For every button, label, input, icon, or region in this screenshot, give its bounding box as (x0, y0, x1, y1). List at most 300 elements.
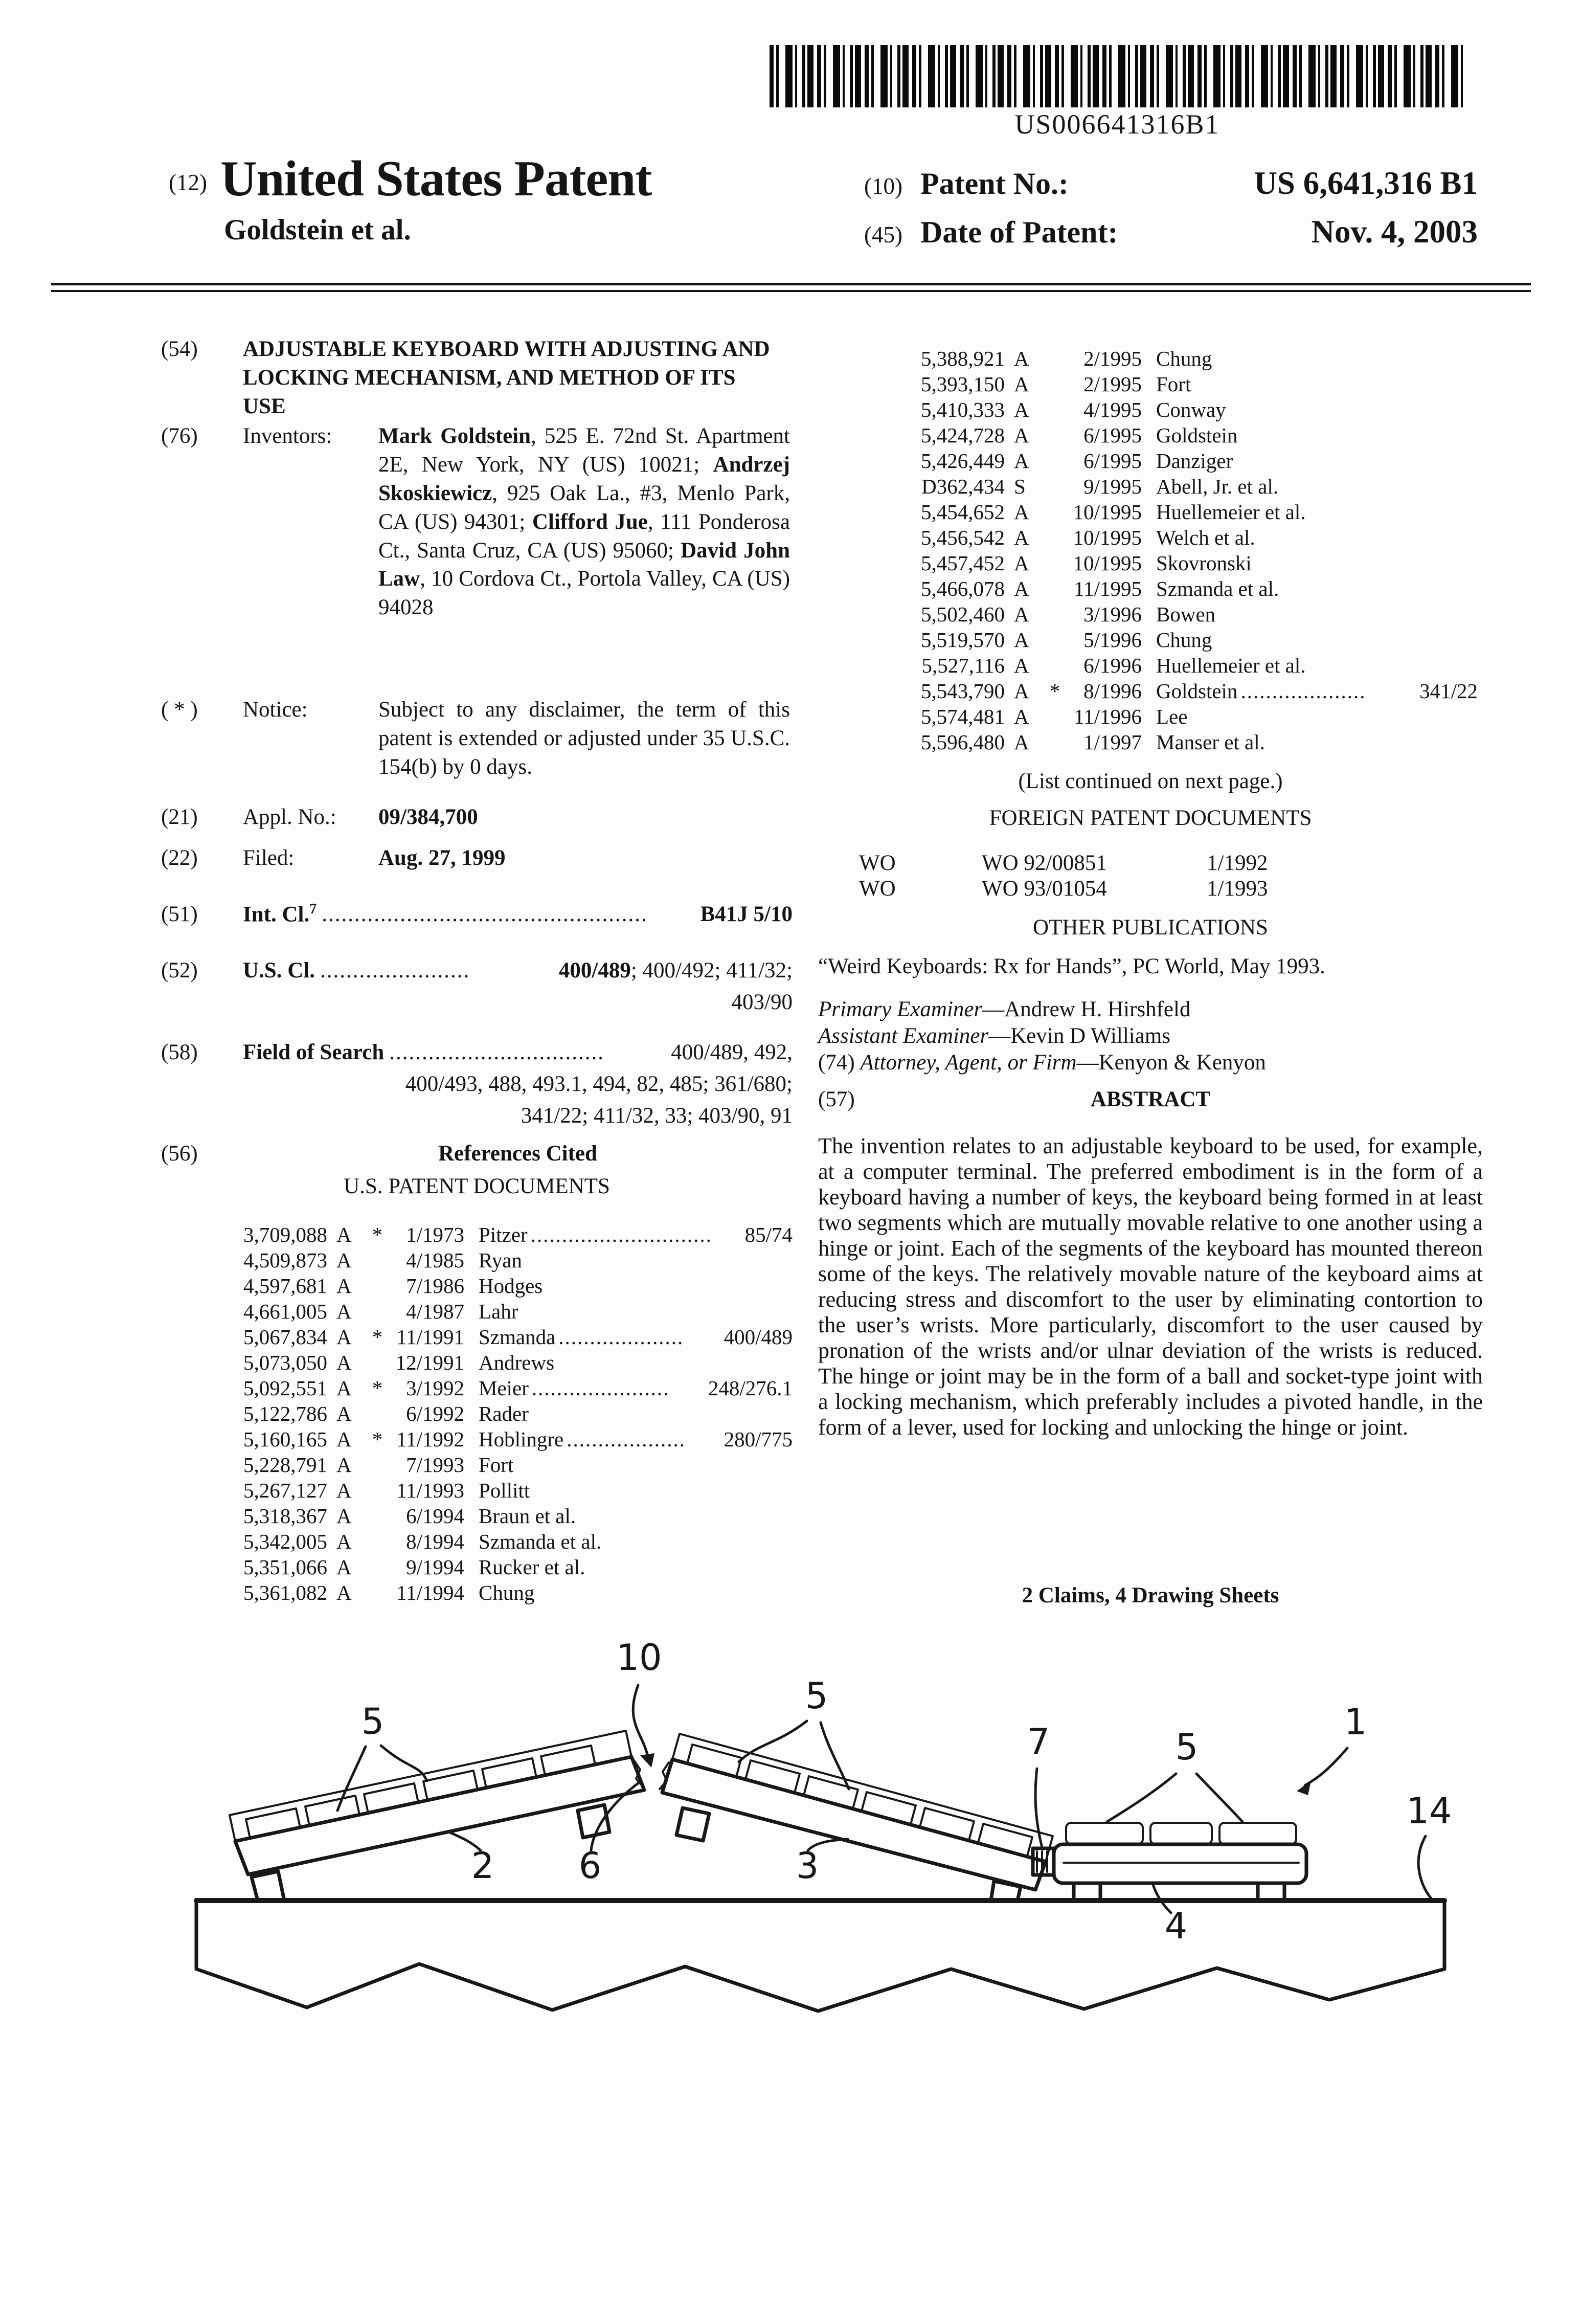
inventor-name: David John Law (378, 538, 790, 591)
ref-number: 5,361,082 (243, 1581, 327, 1604)
ref-name: Lee (1156, 705, 1188, 728)
ref-kind: A (336, 1300, 352, 1323)
inventor-address: , 111 Ponderosa Ct., Santa Cruz, CA (US) 95060; (378, 509, 790, 563)
left-keycap (423, 1771, 478, 1800)
ref-date: 6/1996 (1083, 654, 1142, 677)
ref-date: 5/1996 (1083, 628, 1142, 652)
right-segment-foot (676, 1808, 709, 1841)
ref-date: 6/1995 (1083, 423, 1142, 447)
ref-name: Fort (1156, 372, 1191, 396)
inventors-label: Inventors: (243, 424, 332, 448)
left-keycap (246, 1808, 300, 1838)
section-54-title (161, 335, 793, 421)
ref-date: 6/1994 (406, 1504, 464, 1528)
ref-date: 12/1991 (395, 1351, 464, 1374)
ref-name: Danziger (1156, 449, 1233, 473)
abstract-text: The invention relates to an adjustable keyboard to be used, for example, at a computer terminal. The preferred embodiment is in the form of a keyboard having a number of keys, the keyboard being formed in at least two segments which are mutually movable relative to one another using a hinge or joint. Each of the segments of the keyboard has mounted thereon some of the keys. The relatively movable nature of the keyboard aims at reducing stress and discomfort to the user by eliminating contortion to the user’s wrists. More particularly, discomfort to the user caused by pronation of the wrists and/or ulnar deviation of the wrists is reduced. The hinge or joint may be in the form of a ball and socket-type joint with a locking mechanism, which preferably includes a pivoted handle, in the form of a lever, used for locking and unlocking the hinge or joint. (818, 1133, 1483, 1440)
barcode-number: US006641316B1 (1014, 109, 1220, 140)
appl-no-section (161, 803, 793, 832)
field-label: Field of Search (243, 1040, 385, 1064)
ref-date: 2/1995 (1083, 372, 1142, 396)
ref-name: Huellemeier et al. (1156, 654, 1306, 677)
ref-number: 5,067,834 (243, 1325, 327, 1349)
patent-ref-row (890, 396, 1478, 422)
ref-star: * (372, 1325, 383, 1349)
figure-ref-1: 1 (1344, 1701, 1367, 1743)
leader-dots: .................................................. (322, 902, 648, 926)
figure-ref-10: 10 (616, 1637, 662, 1679)
notice-label: Notice: (243, 698, 308, 722)
abstract-heading-row (818, 1085, 1483, 1114)
ref-name: Szmanda (479, 1325, 556, 1349)
ref-date: 11/1996 (1074, 705, 1142, 728)
date-value: Nov. 4, 2003 (1311, 214, 1478, 250)
left-segment-foot (578, 1805, 609, 1838)
ref-class: 400/489 (724, 1325, 793, 1349)
us-refs-left-table (212, 1221, 793, 1605)
ref-kind: A (336, 1530, 352, 1553)
ref-number: 5,426,449 (921, 449, 1005, 473)
ref-class: 248/276.1 (708, 1376, 793, 1400)
figure-drawing (51, 1611, 1582, 2020)
ref-kind: A (1014, 628, 1029, 652)
arrowhead-10 (640, 1753, 654, 1768)
left-keycap (364, 1783, 418, 1813)
claims-line: 2 Claims, 4 Drawing Sheets (1022, 1583, 1279, 1607)
ref-number: 5,502,460 (921, 602, 1005, 626)
foreign-ref-number: WO 92/00851 (982, 851, 1107, 875)
leader-7 (1035, 1769, 1042, 1847)
ref-number: 4,597,681 (243, 1274, 327, 1298)
leader-1 (1305, 1748, 1347, 1785)
int-cl-sup: 7 (309, 901, 317, 917)
abstract-heading: ABSTRACT (1090, 1087, 1211, 1111)
ref-kind: A (336, 1274, 352, 1298)
leader-5-right (1107, 1774, 1242, 1822)
ref-date: 4/1985 (406, 1248, 464, 1272)
ref-number: 5,228,791 (243, 1453, 327, 1477)
filed-label: Filed: (243, 846, 295, 870)
inventor-address: , 10 Cordova Ct., Portola Valley, CA (US) 94028 (378, 567, 790, 620)
patent-ref-row (212, 1349, 793, 1375)
date-label: Date of Patent: (920, 215, 1118, 249)
filed-section (161, 844, 793, 873)
ref-name: Rader (479, 1402, 529, 1425)
ref-number: 4,509,873 (243, 1248, 327, 1272)
ref-number: 5,092,551 (243, 1376, 327, 1400)
ref-kind: A (336, 1555, 352, 1579)
ref-name: Rucker et al. (479, 1555, 585, 1579)
patent-ref-row (890, 678, 1478, 703)
int-cl-tag: (51) (161, 902, 198, 926)
patent-ref-row (890, 499, 1478, 524)
ref-number: 5,342,005 (243, 1530, 327, 1553)
ref-kind: A (1014, 398, 1029, 421)
patent-ref-row (890, 448, 1478, 473)
patent-ref-row (212, 1298, 793, 1324)
ref-kind: A (336, 1581, 352, 1604)
flat-segment-foot (1258, 1883, 1284, 1901)
flat-keycap (1219, 1823, 1296, 1844)
inventor-name: Mark Goldstein (378, 424, 531, 448)
header-right (864, 165, 1478, 262)
ref-date: 3/1992 (406, 1376, 464, 1400)
abstract-tag: (57) (818, 1087, 855, 1111)
field-tag: (58) (161, 1040, 198, 1064)
patent-no-value: US 6,641,316 B1 (1254, 165, 1478, 201)
ref-class: 85/74 (744, 1223, 793, 1246)
header-left (169, 153, 651, 247)
ref-star: * (372, 1223, 383, 1246)
patent-ref-row (212, 1554, 793, 1579)
ref-date: 8/1996 (1083, 679, 1142, 703)
other-publications-heading: OTHER PUBLICATIONS (1033, 915, 1268, 940)
us-patent-documents-heading: U.S. PATENT DOCUMENTS (344, 1174, 610, 1198)
ref-number: 5,424,728 (921, 423, 1005, 447)
us-cl-primary: 400/489 (558, 958, 631, 982)
right-segment-foot (991, 1881, 1021, 1901)
ref-date: 6/1992 (406, 1402, 464, 1425)
invention-title: ADJUSTABLE KEYBOARD WITH ADJUSTING AND LOCKING MECHANISM, AND METHOD OF ITS USE (243, 337, 770, 418)
ref-name: Chung (1156, 628, 1212, 652)
kind-code-tag: (12) (169, 170, 207, 195)
ref-name: Manser et al. (1156, 730, 1265, 754)
ref-name: Braun et al. (479, 1504, 576, 1528)
int-cl-section (161, 900, 793, 929)
patent-ref-row (890, 524, 1478, 550)
figure-ref-3: 3 (796, 1845, 819, 1887)
ref-kind: A (1014, 372, 1029, 396)
keyboard-figure-svg (51, 1611, 1582, 2020)
us-cl-section (161, 956, 793, 985)
patent-ref-row (212, 1426, 793, 1451)
primary-examiner-label: Primary Examiner (818, 997, 983, 1021)
left-keycap (482, 1758, 536, 1788)
ref-date: 8/1994 (406, 1530, 464, 1553)
ref-kind: A (1014, 730, 1029, 754)
us-cl-secondary: ; 400/492; 411/32; (630, 958, 793, 982)
filed-value: Aug. 27, 1999 (378, 846, 506, 870)
ref-date: 11/1994 (396, 1581, 464, 1604)
patent-ref-row (890, 601, 1478, 627)
ref-leader-dots: .................... (558, 1325, 684, 1349)
ref-name: Szmanda et al. (1156, 577, 1279, 600)
ref-kind: A (336, 1479, 352, 1502)
patent-ref-row (212, 1324, 793, 1349)
ref-class: 341/22 (1419, 679, 1478, 703)
foreign-refs-table (818, 849, 1483, 900)
patent-ref-row (212, 1503, 793, 1528)
appl-no-value: 09/384,700 (378, 805, 478, 829)
ref-kind: A (1014, 347, 1029, 370)
header-divider (51, 283, 1531, 292)
us-refs-right-table (890, 345, 1478, 754)
patent-ref-row (890, 703, 1478, 729)
ref-number: 5,519,570 (921, 628, 1005, 652)
ref-kind: A (336, 1325, 352, 1349)
ref-name: Skovronski (1156, 551, 1252, 575)
patent-ref-row (212, 1579, 793, 1605)
assistant-examiner-name: —Kevin D Williams (988, 1024, 1171, 1048)
patent-ref-row (890, 627, 1478, 652)
figure-ref-5-middle: 5 (805, 1675, 828, 1717)
ref-date: 3/1996 (1083, 602, 1142, 626)
flat-keycap (1066, 1823, 1143, 1844)
ref-star: * (372, 1427, 383, 1451)
ref-name: Ryan (479, 1248, 522, 1272)
patent-ref-row (212, 1528, 793, 1554)
ref-name: Lahr (479, 1300, 518, 1323)
ref-number: 5,160,165 (243, 1427, 327, 1451)
ref-kind: A (336, 1376, 352, 1400)
ref-leader-dots: ...................... (531, 1376, 670, 1400)
ref-name: Abell, Jr. et al. (1156, 475, 1279, 498)
notice-text: Subject to any disclaimer, the term of this patent is extended or adjusted under 35 U.S.C. 154(b) by 0 days. (378, 698, 790, 779)
foreign-country-code: WO (859, 851, 896, 875)
field-value-3: 341/22; 411/32, 33; 403/90, 91 (521, 1104, 793, 1128)
us-cl-values (559, 956, 793, 985)
ref-number: 5,466,078 (921, 577, 1005, 600)
ref-date: 11/1993 (396, 1479, 464, 1502)
patent-ref-row (890, 473, 1478, 499)
left-segment-foot (252, 1871, 284, 1901)
publication-line: “Weird Keyboards: Rx for Hands”, PC World, May 1993. (818, 954, 1325, 978)
ref-leader-dots: ................... (567, 1427, 686, 1451)
foreign-patents-heading: FOREIGN PATENT DOCUMENTS (989, 806, 1312, 830)
ref-number: 5,457,452 (921, 551, 1005, 575)
figure-ref-4: 4 (1164, 1905, 1188, 1947)
references-cited-heading (161, 1139, 793, 1168)
primary-examiner-name: —Andrew H. Hirshfeld (982, 997, 1191, 1021)
references-heading: References Cited (438, 1142, 597, 1166)
ref-leader-dots: ............................. (530, 1223, 712, 1246)
ref-number: 5,267,127 (243, 1479, 327, 1502)
ref-kind: S (1014, 475, 1026, 498)
flat-segment-foot (1074, 1883, 1100, 1901)
patent-ref-row (212, 1477, 793, 1503)
ref-number: 5,073,050 (243, 1351, 327, 1374)
foreign-country-code: WO (859, 877, 896, 901)
ref-leader-dots: .................... (1240, 679, 1366, 703)
ref-name: Chung (1156, 347, 1212, 370)
ref-name: Bowen (1156, 602, 1216, 626)
figure-ref-5-left: 5 (361, 1701, 385, 1742)
notice-tag: ( * ) (161, 698, 198, 722)
patent-ref-row (212, 1272, 793, 1298)
ref-name: Pollitt (479, 1479, 530, 1502)
patent-no-tag: (10) (864, 173, 902, 199)
patent-ref-row (212, 1221, 793, 1247)
ref-date: 4/1995 (1083, 398, 1142, 421)
int-cl-label: Int. Cl.$^7$ (243, 901, 317, 927)
ref-name: Huellemeier et al. (1156, 500, 1306, 524)
ref-number: 5,596,480 (921, 730, 1005, 754)
document-title: United States Patent (220, 151, 652, 207)
ref-number: 5,393,150 (921, 372, 1005, 396)
ref-kind: A (1014, 705, 1029, 728)
ref-name: Meier (479, 1376, 529, 1400)
ref-name: Szmanda et al. (479, 1530, 602, 1553)
ref-name: Goldstein (1156, 679, 1238, 703)
ref-date: 11/1992 (396, 1427, 464, 1451)
ref-name: Fort (479, 1453, 514, 1477)
left-keycap (541, 1746, 595, 1775)
inventor-address: , 925 Oak La., #3, Menlo Park, CA (US) 94301; (378, 481, 790, 534)
attorney-tag: (74) (818, 1051, 855, 1075)
patent-ref-row (890, 422, 1478, 448)
ref-number: 4,661,005 (243, 1300, 327, 1323)
ref-number: 3,709,088 (243, 1223, 327, 1246)
patent-ref-row (890, 729, 1478, 754)
list-continued-note: (List continued on next page.) (1018, 769, 1283, 793)
ref-name: Conway (1156, 398, 1226, 421)
section-54-tag: (54) (161, 337, 198, 361)
ref-date: 7/1993 (406, 1453, 464, 1477)
ref-date: 7/1986 (406, 1274, 464, 1298)
leader-dots: ....................... (320, 958, 470, 982)
us-cl-continued: 403/90 (731, 990, 793, 1014)
ref-kind: A (336, 1223, 352, 1246)
filed-tag: (22) (161, 846, 198, 870)
left-keycap (305, 1796, 359, 1825)
ref-date: 9/1994 (406, 1555, 464, 1579)
ref-kind: A (336, 1351, 352, 1374)
patent-ref-row (212, 1247, 793, 1272)
foreign-ref-row (818, 849, 1483, 875)
ref-kind: A (1014, 602, 1029, 626)
foreign-ref-date: 1/1992 (1207, 851, 1268, 875)
primary-examiner-line (818, 995, 1483, 1024)
ref-number: 5,574,481 (921, 705, 1005, 728)
flat-keycap (1150, 1823, 1212, 1844)
figure-ref-14: 14 (1406, 1790, 1452, 1832)
ref-kind: A (1014, 679, 1029, 703)
ref-number: 5,122,786 (243, 1402, 327, 1425)
ref-kind: A (336, 1402, 352, 1425)
ref-number: 5,527,116 (921, 654, 1005, 677)
patent-ref-row (212, 1375, 793, 1400)
ref-number: 5,410,333 (921, 398, 1005, 421)
appl-no-label: Appl. No.: (243, 805, 336, 829)
field-of-search-section (161, 1038, 793, 1067)
ref-name: Goldstein (1156, 423, 1238, 447)
ref-date: 1/1997 (1083, 730, 1142, 754)
ref-star: * (1049, 679, 1060, 703)
ref-class: 280/775 (724, 1427, 793, 1451)
left-segment-back-edge (230, 1731, 631, 1841)
patent-no-label: Patent No.: (920, 167, 1069, 200)
ref-kind: A (1014, 500, 1029, 524)
arrowhead-1 (1297, 1781, 1311, 1795)
ref-kind: A (1014, 423, 1029, 447)
inventor-address: , 525 E. 72nd St. Apartment 2E, New York, NY (US) 10021; (378, 424, 790, 477)
ref-star: * (372, 1376, 383, 1400)
ref-number: 5,456,542 (921, 526, 1005, 549)
ref-kind: A (1014, 526, 1029, 549)
patent-ref-row (890, 652, 1478, 678)
patent-ref-row (890, 345, 1478, 371)
section-76-tag: (76) (161, 424, 198, 448)
int-cl-value: B41J 5/10 (700, 902, 793, 926)
ref-kind: A (336, 1427, 352, 1451)
references-tag: (56) (161, 1142, 198, 1166)
inventor-name: Andrzej Skoskiewicz (378, 452, 790, 505)
ref-kind: A (1014, 449, 1029, 473)
field-value-2: 400/493, 488, 493.1, 494, 82, 485; 361/680; (405, 1072, 793, 1096)
patent-ref-row (212, 1451, 793, 1477)
ref-date: 11/1995 (1074, 577, 1142, 600)
date-tag: (45) (864, 222, 902, 248)
notice-section (161, 696, 793, 781)
foreign-ref-date: 1/1993 (1207, 877, 1268, 901)
leader-14 (1418, 1836, 1432, 1899)
ref-date: 11/1991 (396, 1325, 464, 1349)
patent-authors: Goldstein et al. (224, 214, 411, 246)
right-segment-back-edge (672, 1734, 1053, 1862)
ref-kind: A (336, 1248, 352, 1272)
assistant-examiner-label: Assistant Examiner (818, 1024, 989, 1048)
us-cl-tag: (52) (161, 958, 198, 982)
ref-date: 10/1995 (1073, 551, 1142, 575)
foreign-ref-row (818, 875, 1483, 900)
inventor-name: Clifford Jue (532, 509, 648, 534)
ref-date: 9/1995 (1083, 475, 1142, 498)
appl-no-tag: (21) (161, 805, 198, 829)
ref-number: D362,434 (921, 475, 1005, 498)
ref-number: 5,351,066 (243, 1555, 327, 1579)
ref-date: 10/1995 (1073, 500, 1142, 524)
ref-kind: A (1014, 654, 1029, 677)
ref-kind: A (336, 1453, 352, 1477)
leader-5-left (337, 1746, 427, 1811)
ref-date: 2/1995 (1083, 347, 1142, 370)
us-cl-label: U.S. Cl. (243, 958, 315, 982)
ref-kind: A (1014, 577, 1029, 600)
table-slab-outline (196, 1901, 1444, 2011)
barcode (770, 45, 1465, 107)
ref-kind: A (1014, 551, 1029, 575)
figure-ref-2: 2 (471, 1845, 494, 1887)
leader-dots: ................................. (389, 1040, 605, 1064)
inventors-text (378, 422, 790, 622)
section-76-inventors (161, 422, 793, 622)
patent-ref-row (212, 1400, 793, 1426)
field-value-1: 400/489, 492, (671, 1040, 793, 1064)
ref-number: 5,543,790 (921, 679, 1005, 703)
attorney-name: —Kenyon & Kenyon (1076, 1051, 1266, 1075)
figure-ref-6: 6 (578, 1845, 602, 1887)
figure-ref-7: 7 (1027, 1721, 1050, 1763)
ref-number: 5,318,367 (243, 1504, 327, 1528)
ref-name: Welch et al. (1156, 526, 1255, 549)
patent-ref-row (890, 371, 1478, 396)
attorney-label: Attorney, Agent, or Firm (860, 1051, 1077, 1075)
ref-name: Hoblingre (479, 1427, 564, 1451)
patent-ref-row (890, 550, 1478, 575)
ref-date: 6/1995 (1083, 449, 1142, 473)
patent-ref-row (890, 575, 1478, 601)
attorney-line (818, 1048, 1483, 1077)
ref-name: Andrews (479, 1351, 555, 1374)
ref-name: Hodges (479, 1274, 543, 1298)
ref-date: 4/1987 (406, 1300, 464, 1323)
ref-date: 1/1973 (406, 1223, 464, 1246)
ref-name: Chung (479, 1581, 535, 1604)
ref-date: 10/1995 (1073, 526, 1142, 549)
ref-name: Pitzer (479, 1223, 528, 1246)
foreign-ref-number: WO 93/01054 (982, 877, 1107, 901)
ref-number: 5,454,652 (921, 500, 1005, 524)
